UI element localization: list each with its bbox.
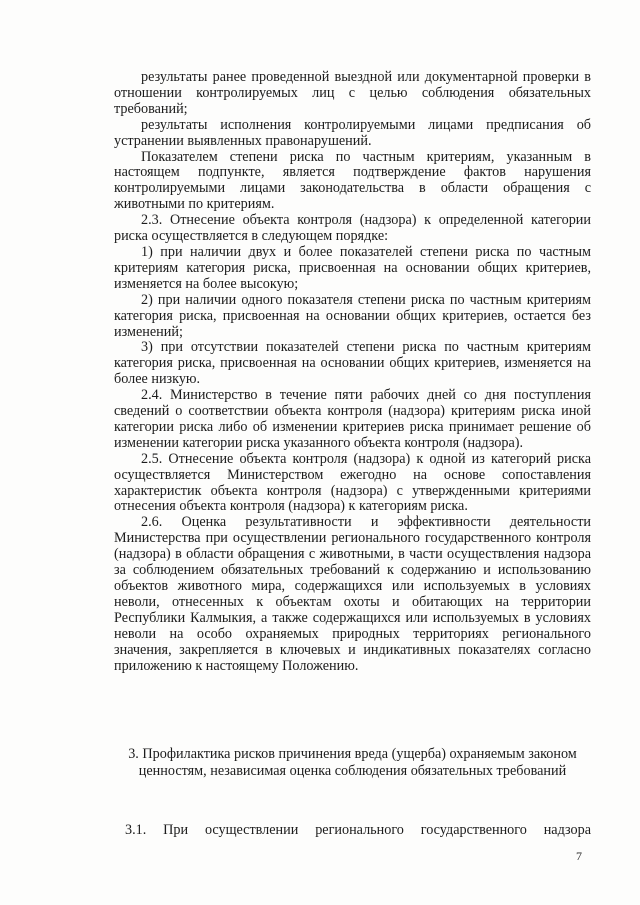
paragraph-2-3: 2.3. Отнесение объекта контроля (надзора) к определенной категории риска осуществляется в следующем порядке:: [114, 212, 591, 245]
paragraph-risk-indicator: Показателем степени риска по частным критериям, указанным в настоящем подпункте, является подтверждение фактов нарушения контролируемыми лицами законодательства в области обращения с животными по критериям.: [114, 148, 591, 213]
page-number: 7: [576, 849, 582, 863]
paragraph-2-5: 2.5. Отнесение объекта контроля (надзора) к одной из категорий риска осуществляется Министерством ежегодно на основе сопоставления характеристик объекта контроля (надзора) с утвержденными критериями отнесения объекта контроля (надзора) к категориям риска.: [114, 450, 591, 515]
body-text: [114, 70, 591, 674]
paragraph-order-results: результаты исполнения контролируемыми лицами предписания об устранении выявленных правонарушений.: [114, 116, 591, 149]
paragraph-inspection-results: результаты ранее проведенной выездной или документарной проверки в отношении контролируемых лиц с целью соблюдения обязательных требований;: [114, 69, 591, 117]
paragraph-2-3-item-3: 3) при отсутствии показателей степени риска по частным критериям категория риска, присвоенная на основании общих критериев, изменяется на более низкую.: [114, 339, 591, 388]
paragraph-2-3-item-2: 2) при наличии одного показателя степени риска по частным критериям категория риска, присвоенная на основании общих критериев, остается без изменений;: [114, 291, 591, 340]
paragraph-2-6: 2.6. Оценка результативности и эффективности деятельности Министерства при осуществлении регионального государственного контроля (надзора) в области обращения с животными, в части осуществления надзора за соблюдением обязательных требований к содержанию и использованию объектов животного мира, содержащихся или используемых в условиях неволи, отнесенных к объектам охоты и обитающих на территории Республики Калмыкия, а также содержащихся или используемых в условиях неволи на особо охраняемых природных территориях регионального значения, закрепляется в ключевых и индикативных показателях согласно приложению к настоящему Положению.: [114, 514, 591, 674]
section-heading: 3. Профилактика рисков причинения вреда (ущерба) охраняемым законом ценностям, независимая оценка соблюдения обязательных требований: [128, 746, 577, 779]
paragraph-2-3-item-1: 1) при наличии двух и более показателей степени риска по частным критериям категория риска, присвоенная на основании общих критериев, изменяется на более высокую;: [114, 243, 591, 292]
paragraph-2-4: 2.4. Министерство в течение пяти рабочих дней со дня поступления сведений о соответствии объекта контроля (надзора) критериям риска иной категории риска либо об изменении критериев риска принимает решение об изменении категории риска указанного объекта контроля (надзора).: [114, 387, 591, 451]
paragraph-3-1-start: 3.1. При осуществлении регионального государственного надзора: [125, 822, 591, 838]
